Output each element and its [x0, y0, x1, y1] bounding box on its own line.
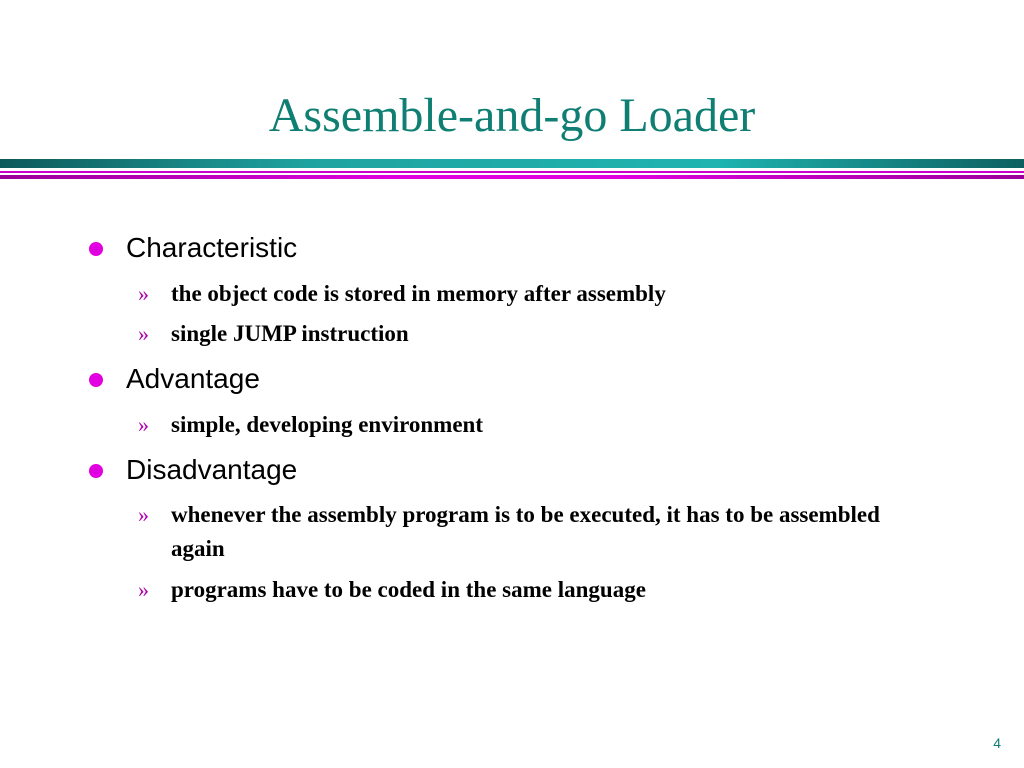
slide-title: Assemble-and-go Loader [268, 89, 756, 142]
sub-bullet-marker-icon: » [138, 412, 149, 437]
sub-bullet-text: simple, developing environment [171, 412, 484, 437]
sub-bullet [138, 317, 938, 351]
sub-bullet-text: programs have to be coded in the same language [171, 577, 646, 602]
sub-bullet-text: whenever the assembly program is to be executed, it has to be assembled again [171, 502, 880, 561]
bullet-heading: Advantage [126, 363, 260, 394]
bullet-heading: Characteristic [126, 232, 298, 263]
bullet-dot-icon [89, 464, 103, 478]
sub-bullet-marker-icon: » [138, 577, 149, 602]
page-number: 4 [993, 735, 1001, 751]
sub-bullet-text: single JUMP instruction [171, 321, 409, 346]
bullet-heading: Disadvantage [126, 454, 298, 485]
sub-bullet-marker-icon: » [138, 502, 149, 527]
sub-bullet-marker-icon: » [138, 321, 149, 346]
sub-bullet [138, 277, 938, 311]
sub-bullet-text: the object code is stored in memory after assembly [171, 281, 666, 306]
sub-bullet [138, 498, 938, 566]
bullet-dot-icon [89, 373, 103, 387]
bullet-dot-icon [89, 242, 103, 256]
sub-bullet [138, 408, 938, 442]
sub-bullet [138, 573, 938, 607]
sub-bullet-marker-icon: » [138, 281, 149, 306]
